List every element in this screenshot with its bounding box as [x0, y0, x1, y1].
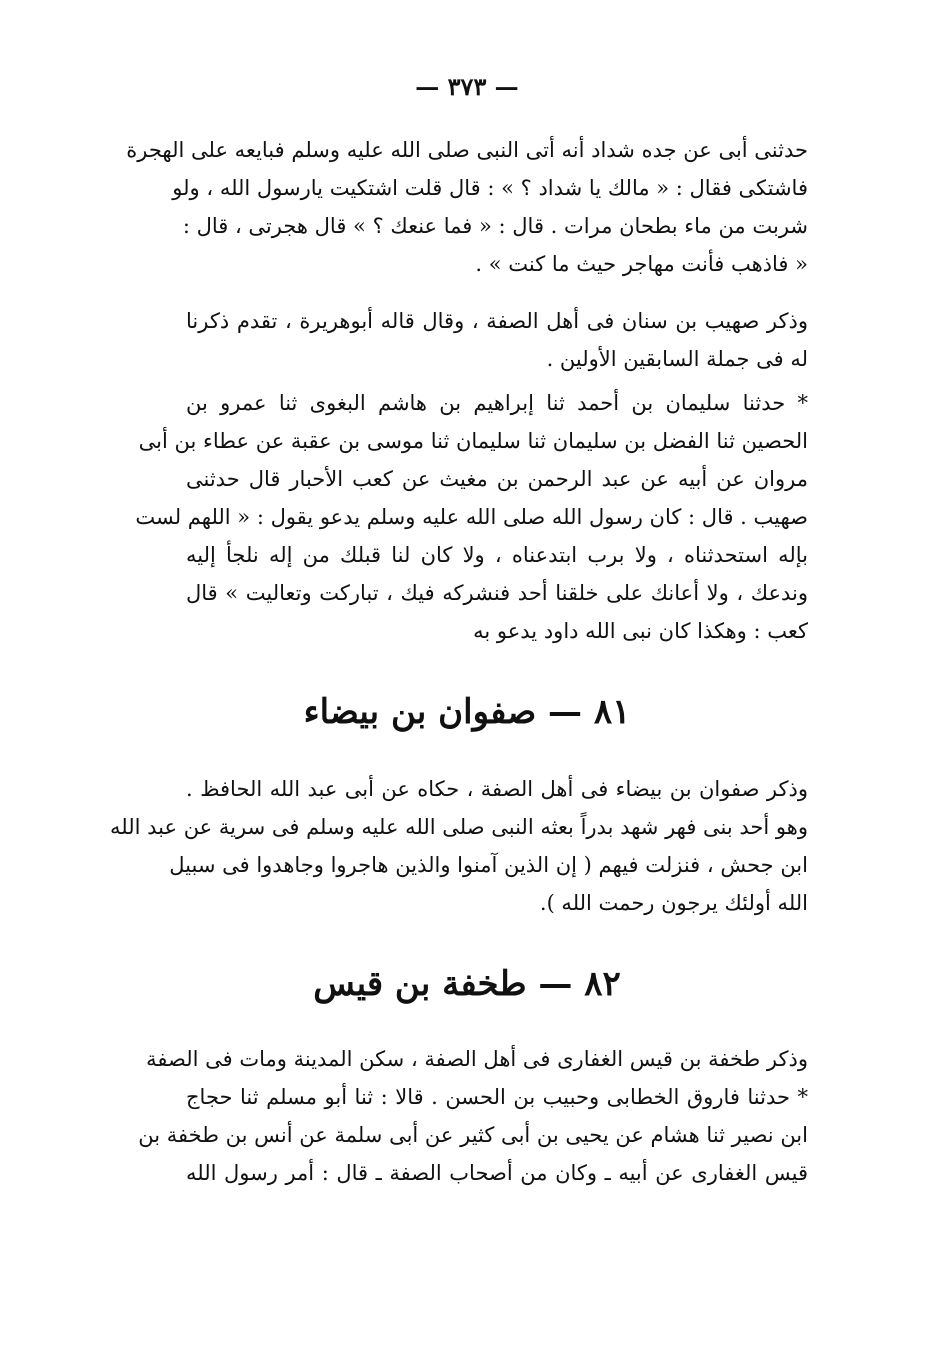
text-line: كعب : وهكذا كان نبى الله داود يدعو به	[473, 619, 808, 643]
paragraph-hadith-suhayb	[135, 384, 808, 650]
text-line: الله أولئك يرجون رحمت الله ).	[539, 891, 808, 915]
text-line: حدثنى أبى عن جده شداد أنه أتى النبى صلى الله عليه وسلم فبايعه على الهجرة	[126, 138, 808, 162]
paragraph-suhayb	[186, 302, 808, 378]
text-line: مروان عن أبيه عن عبد الرحمن بن مغيث عن كعب الأحبار قال حدثنى	[186, 467, 808, 491]
text-line: * حدثنا فاروق الخطابى وحبيب بن الحسن . قالا : ثنا أبو مسلم ثنا حجاج	[186, 1085, 808, 1109]
page-number: — ٣٧٣ —	[415, 72, 519, 101]
text-line: وندعك ، ولا أعانك على خلقنا أحد فنشركه فيك ، تباركت وتعاليت » قال	[186, 581, 808, 605]
text-line: وذكر طخفة بن قيس الغفارى فى أهل الصفة ، سكن المدينة ومات فى الصفة	[146, 1047, 808, 1071]
text-line: بإله استحدثناه ، ولا برب ابتدعناه ، ولا كان لنا قبلك من إله نلجأ إليه	[186, 543, 808, 567]
text-line: شربت من ماء بطحان مرات . قال : « فما عنعك ؟ » قال هجرتى ، قال :	[182, 214, 808, 238]
paragraph-shaddad	[126, 131, 808, 283]
text-line: الحصين ثنا الفضل بن سليمان ثنا سليمان ثنا موسى بن عقبة عن عطاء بن أبى	[138, 429, 808, 453]
section-81-body	[110, 770, 808, 922]
section-heading-82: ٨٢ — طخفة بن قيس	[313, 964, 621, 1004]
text-line: وهو أحد بنى فهر شهد بدراً بعثه النبى صلى الله عليه وسلم فى سرية عن عبد الله	[110, 815, 808, 839]
text-line: * حدثنا سليمان بن أحمد ثنا إبراهيم بن هاشم البغوى ثنا عمرو بن	[186, 391, 808, 415]
section-82-body	[138, 1040, 808, 1192]
text-line: له فى جملة السابقين الأولين .	[546, 347, 808, 371]
section-heading-81: ٨١ — صفوان بن بيضاء	[303, 692, 631, 732]
text-line: صهيب . قال : كان رسول الله صلى الله عليه وسلم يدعو يقول : « اللهم لست	[135, 505, 808, 529]
text-line: فاشتكى فقال : « مالك يا شداد ؟ » : قال قلت اشتكيت يارسول الله ، ولو	[172, 176, 808, 200]
text-line: « فاذهب فأنت مهاجر حيث ما كنت » .	[475, 252, 808, 276]
text-line: قيس الغفارى عن أبيه ـ وكان من أصحاب الصفة ـ قال : أمر رسول الله	[186, 1161, 808, 1185]
text-line: وذكر صهيب بن سنان فى أهل الصفة ، وقال قاله أبوهريرة ، تقدم ذكرنا	[186, 309, 808, 333]
text-line: ابن جحش ، فنزلت فيهم ( إن الذين آمنوا والذين هاجروا وجاهدوا فى سبيل	[169, 853, 808, 877]
text-line: وذكر صفوان بن بيضاء فى أهل الصفة ، حكاه عن أبى عبد الله الحافظ .	[186, 777, 808, 801]
text-line: ابن نصير ثنا هشام عن يحيى بن أبى كثير عن أبى سلمة عن أنس بن طخفة بن	[138, 1123, 808, 1147]
